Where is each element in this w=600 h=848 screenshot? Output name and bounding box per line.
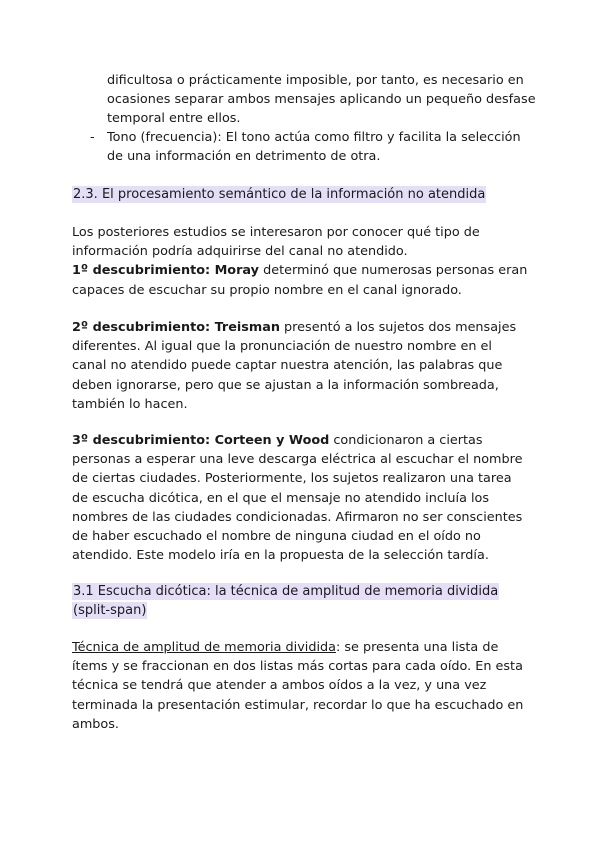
paragraph-discovery-2 (72, 318, 530, 414)
bullet-text: Tono (frecuencia): El tono actúa como filtro y facilita la selección de una información en detrimento de otra. (107, 130, 521, 165)
discovery-3-label: 3º descubrimiento: Corteen y Wood (72, 433, 330, 448)
intro-text: Los posteriores estudios se interesaron por conocer qué tipo de información podría adquirirse del canal no atendido. (72, 225, 480, 260)
paragraph-discovery-3 (72, 431, 530, 565)
discovery-3-text: condicionaron a ciertas personas a esperar una leve descarga eléctrica al escuchar el nombre de ciertas ciudades. Posteriormente, los sujetos realizaron una tarea de escucha dicótica, en el que el mensaje no atendido incluía los nombres de las ciudades condicionadas. Afirmaron no ser conscientes de haber escuchado el nombre de ninguna ciudad en el oído no atendido. Este modelo iría en la propuesta de la selección tardía. (72, 433, 523, 564)
paragraph-intro (72, 223, 530, 300)
technique-term: Técnica de amplitud de memoria dividida (72, 640, 336, 655)
paragraph-split-span (72, 638, 530, 734)
section-heading-2-3-text: 2.3. El procesamiento semántico de la información no atendida (73, 187, 486, 202)
section-heading-2-3 (72, 185, 486, 204)
intro-continuation: dificultosa o prácticamente imposible, por tanto, es necesario en ocasiones separar ambos mensajes aplicando un pequeño desfase temporal entre ellos. (107, 73, 536, 127)
discovery-2-label: 2º descubrimiento: Treisman (72, 320, 280, 335)
discovery-1-label: 1º descubrimiento: Moray (72, 263, 259, 279)
discovery-2-text: presentó a los sujetos dos mensajes diferentes. Al igual que la pronunciación de nuestro nombre en el canal no atendido puede captar nuestra atención, las palabras que deben ignorarse, pero que se ajustan a la información sombreada, también lo hacen. (72, 320, 517, 412)
technique-text: : se presenta una lista de ítems y se fraccionan en dos listas más cortas para cada oído. En esta técnica se tendrá que atender a ambos oídos a la vez, y una vez terminada la presentación estimular, recordar lo que ha escuchado en ambos. (72, 640, 524, 732)
section-heading-3-1 (72, 582, 502, 620)
bullet-dash: - (90, 130, 95, 145)
discovery-1-text: determinó que numerosas personas eran capaces de escuchar su propio nombre en el canal ignorado. (72, 263, 528, 298)
section-heading-3-1-text: 3.1 Escucha dicótica: la técnica de amplitud de memoria dividida (split-span) (73, 584, 499, 619)
